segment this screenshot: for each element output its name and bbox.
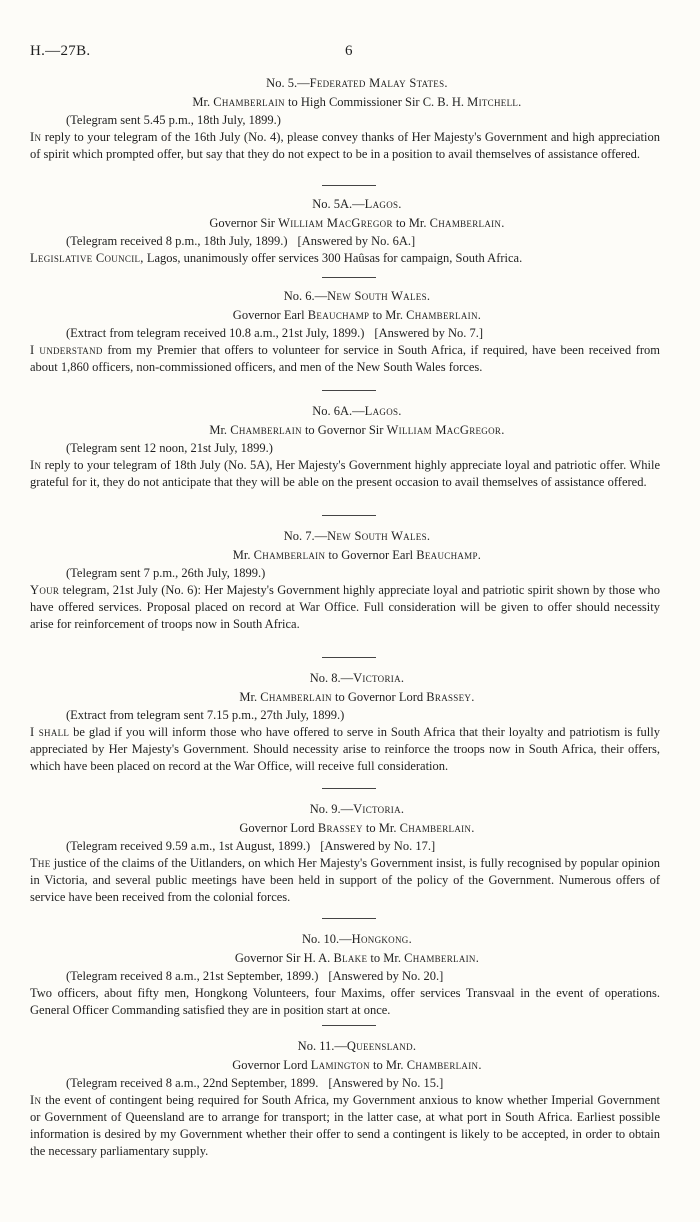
telegram-section bbox=[0, 669, 700, 775]
section-divider bbox=[322, 788, 376, 789]
correspondents: Mr. Chamberlain to Governor Lord Brassey. bbox=[239, 690, 475, 704]
telegram-note: (Telegram sent 12 noon, 21st July, 1899.) bbox=[66, 441, 273, 455]
telegram-note: (Telegram sent 7 p.m., 26th July, 1899.) bbox=[66, 566, 266, 580]
section-title: No. 5A.—Lagos. bbox=[312, 197, 402, 211]
telegram-body: In reply to your telegram of the 16th July (No. 4), please convey thanks of Her Majesty's Government and high appreciation of spirit which prompted offer, but say that they do not expect to be in a position to avail themselves of assistance offered. bbox=[30, 130, 660, 161]
section-title: No. 9.—Victoria. bbox=[309, 802, 405, 816]
section-title: No. 5.—Federated Malay States. bbox=[266, 76, 448, 90]
telegram-body: Legislative Council, Lagos, unanimously offer services 300 Haûsas for campaign, South Africa. bbox=[30, 251, 523, 265]
telegram-note: (Telegram received 8 p.m., 18th July, 1899.) [Answered by No. 6A.] bbox=[66, 234, 416, 248]
telegram-section bbox=[0, 930, 700, 1019]
section-title: No. 7.—New South Wales. bbox=[283, 529, 431, 543]
correspondents: Governor Lord Brassey to Mr. Chamberlain. bbox=[239, 821, 475, 835]
telegram-body: I understand from my Premier that offers to volunteer for service in South Africa, if required, have been received from about 1,860 officers, non-commissioned officers, and men of the New South Wales forces. bbox=[30, 343, 660, 374]
correspondents: Governor Lord Lamington to Mr. Chamberlain. bbox=[232, 1058, 482, 1072]
telegram-note: (Extract from telegram received 10.8 a.m., 21st July, 1899.) [Answered by No. 7.] bbox=[66, 326, 484, 340]
correspondents: Governor Sir William MacGregor to Mr. Chamberlain. bbox=[209, 216, 505, 230]
correspondents: Mr. Chamberlain to High Commissioner Sir C. B. H. Mitchell. bbox=[192, 95, 522, 109]
section-divider bbox=[322, 1025, 376, 1026]
correspondents: Mr. Chamberlain to Governor Earl Beauchamp. bbox=[232, 548, 482, 562]
section-title: No. 10.—Hongkong. bbox=[301, 932, 412, 946]
telegram-body: The justice of the claims of the Uitlanders, on which Her Majesty's Government insist, is fully recognised by popular opinion in Victoria, and several public meetings have been held in support of the policy of the Government. Numerous offers of service have been received from the colonial forces. bbox=[30, 856, 660, 904]
telegram-note: (Telegram received 9.59 a.m., 1st August, 1899.) [Answered by No. 17.] bbox=[66, 839, 436, 853]
telegram-section bbox=[0, 287, 700, 376]
document-reference: H.—27B. bbox=[30, 43, 91, 59]
section-title: No. 6A.—Lagos. bbox=[312, 404, 402, 418]
telegram-note: (Extract from telegram sent 7.15 p.m., 27th July, 1899.) bbox=[66, 708, 345, 722]
telegram-section bbox=[0, 195, 700, 267]
section-divider bbox=[322, 185, 376, 186]
section-divider bbox=[322, 657, 376, 658]
correspondents: Governor Earl Beauchamp to Mr. Chamberlain. bbox=[232, 308, 482, 322]
telegram-body: Two officers, about fifty men, Hongkong Volunteers, four Maxims, offer services Transvaal in the event of operations. General Officer Commanding satisfied they are in position start at once. bbox=[30, 986, 660, 1017]
telegram-note: (Telegram received 8 a.m., 21st September, 1899.) [Answered by No. 20.] bbox=[66, 969, 444, 983]
telegram-body: In reply to your telegram of 18th July (No. 5A), Her Majesty's Government highly appreciate loyal and patriotic offer. While grateful for it, they do not anticipate that they will be able on the present occasion to avail themselves of assistance offered. bbox=[30, 458, 660, 489]
section-divider bbox=[322, 277, 376, 278]
correspondents: Mr. Chamberlain to Governor Sir William MacGregor. bbox=[209, 423, 505, 437]
correspondents: Governor Sir H. A. Blake to Mr. Chamberlain. bbox=[234, 951, 480, 965]
section-title: No. 6.—New South Wales. bbox=[283, 289, 431, 303]
telegram-section bbox=[0, 74, 700, 163]
telegram-note: (Telegram received 8 a.m., 22nd September, 1899. [Answered by No. 15.] bbox=[66, 1076, 444, 1090]
telegram-body: In the event of contingent being required for South Africa, my Government anxious to know whether Imperial Government or Government of Queensland are to arrange for transport; in the latter case, at what port in South Africa. Earliest possible information is desired by my Government whether their offer to send a contingent is likely to be accepted, in order to obtain the necessary parliamentary supply. bbox=[30, 1093, 660, 1158]
page-number: 6 bbox=[345, 43, 353, 59]
telegram-section bbox=[0, 1037, 700, 1160]
section-divider bbox=[322, 918, 376, 919]
telegram-section bbox=[0, 800, 700, 906]
section-divider bbox=[322, 390, 376, 391]
telegram-section bbox=[0, 527, 700, 633]
section-divider bbox=[322, 515, 376, 516]
section-title: No. 11.—Queensland. bbox=[297, 1039, 417, 1053]
telegram-note: (Telegram sent 5.45 p.m., 18th July, 1899.) bbox=[66, 113, 281, 127]
telegram-body: Your telegram, 21st July (No. 6): Her Majesty's Government highly appreciate loyal and patriotic spirit shown by those who have offered services. Proposal placed on record at War Office. Full consideration will be given to offer should necessity arise for reinforcement of troops now in South Africa. bbox=[30, 583, 660, 631]
section-title: No. 8.—Victoria. bbox=[309, 671, 405, 685]
telegram-section bbox=[0, 402, 700, 491]
telegram-body: I shall be glad if you will inform those who have offered to serve in South Africa that their loyalty and patriotism is fully appreciated by Her Majesty's Government. Should necessity arise to reinforce the troops now in South Africa, their offers, which have been placed on record at the War Office, will receive full consideration. bbox=[30, 725, 660, 773]
